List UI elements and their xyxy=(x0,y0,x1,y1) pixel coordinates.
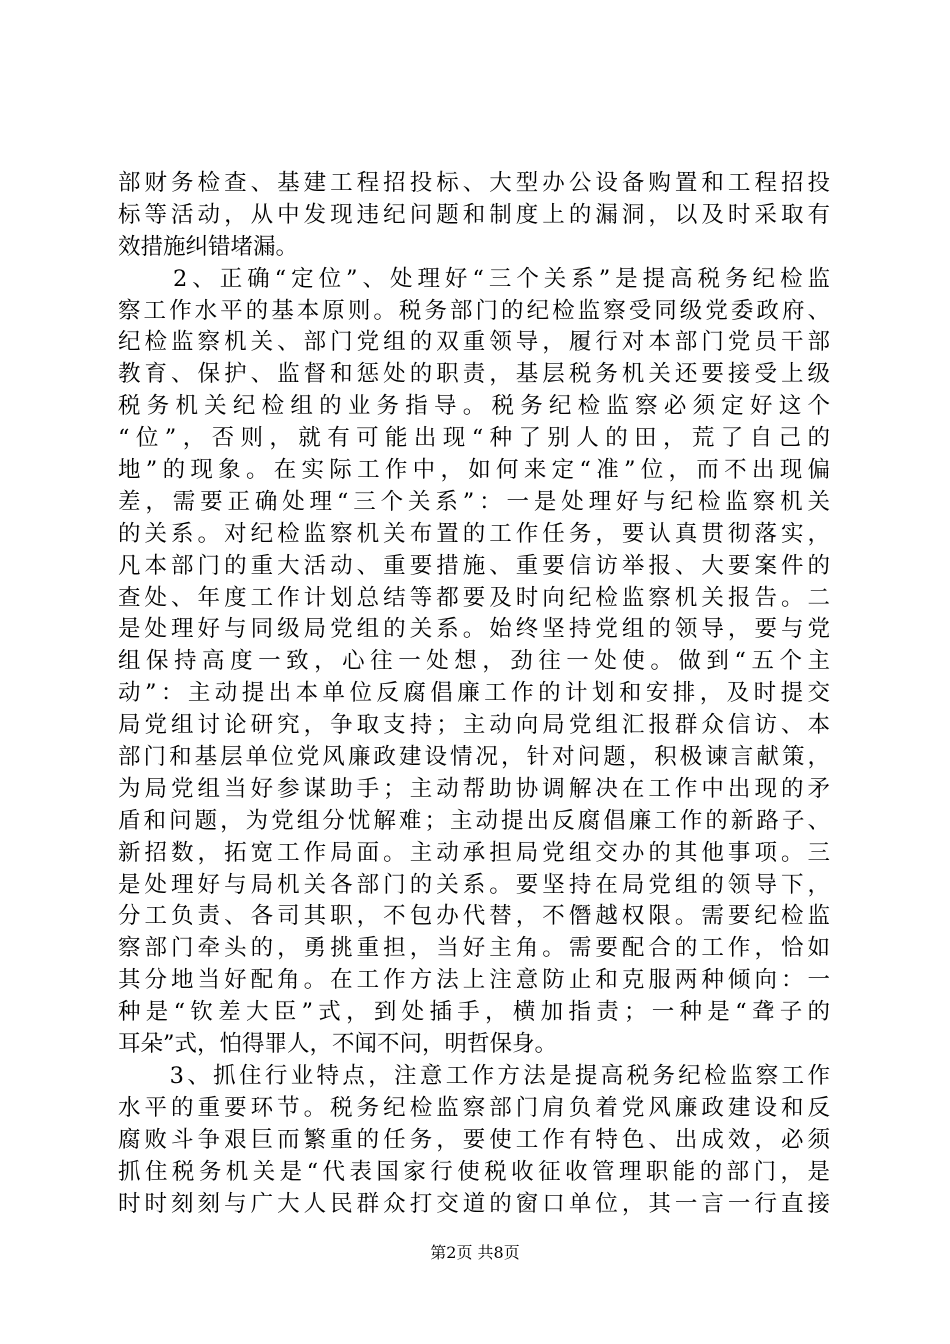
page-footer xyxy=(0,1243,950,1263)
text-line: 察部门牵头的，勇挑重担，当好主角。需要配合的工作，恰如 xyxy=(118,935,830,962)
text-line: 地”的现象。在实际工作中，如何来定“准”位，而不出现偏 xyxy=(118,457,830,484)
text-line: 的关系。对纪检监察机关布置的工作任务，要认真贯彻落实， xyxy=(118,520,830,547)
text-line: 教育、保护、监督和惩处的职责，基层税务机关还要接受上级 xyxy=(118,361,830,388)
text-line: 部财务检查、基建工程招投标、大型办公设备购置和工程招投 xyxy=(118,170,830,196)
text-line: 耳朵”式，怕得罪人，不闻不问，明哲保身。 xyxy=(118,1031,558,1058)
text-line: 种是“钦差大臣”式，到处插手，横加指责；一种是“聋子的 xyxy=(118,999,830,1026)
text-line: 其分地当好配角。在工作方法上注意防止和克服两种倾向：一 xyxy=(118,967,830,994)
text-line: 盾和问题，为党组分忧解难；主动提出反腐倡廉工作的新路子、 xyxy=(118,807,830,834)
text-line: 腐败斗争艰巨而繁重的任务，要使工作有特色、出成效，必须 xyxy=(118,1126,830,1153)
body-text xyxy=(118,168,830,1220)
text-line: 效措施纠错堵漏。 xyxy=(118,233,299,260)
text-line: 2、正确“定位”、处理好“三个关系”是提高税务纪检监 xyxy=(118,265,830,292)
text-line: 分工负责、各司其职，不包办代替，不僭越权限。需要纪检监 xyxy=(118,903,830,930)
text-line: 水平的重要环节。税务纪检监察部门肩负着党风廉政建设和反 xyxy=(118,1094,830,1121)
text-line: 标等活动，从中发现违纪问题和制度上的漏洞，以及时采取有 xyxy=(118,201,830,228)
text-line: “位”，否则，就有可能出现“种了别人的田，荒了自己的 xyxy=(118,425,830,452)
text-line: 是处理好与同级局党组的关系。始终坚持党组的领导，要与党 xyxy=(118,616,830,643)
text-line: 新招数，拓宽工作局面。主动承担局党组交办的其他事项。三 xyxy=(118,839,830,866)
text-line: 组保持高度一致，心往一处想，劲往一处使。做到“五个主 xyxy=(118,648,830,675)
text-line: 局党组讨论研究，争取支持；主动向局党组汇报群众信访、本 xyxy=(118,712,830,739)
text-line: 凡本部门的重大活动、重要措施、重要信访举报、大要案件的 xyxy=(118,552,830,579)
text-line: 是处理好与局机关各部门的关系。要坚持在局党组的领导下， xyxy=(118,871,830,898)
text-line: 时时刻刻与广大人民群众打交道的窗口单位，其一言一行直接 xyxy=(118,1190,830,1217)
text-line: 为局党组当好参谋助手；主动帮助协调解决在工作中出现的矛 xyxy=(118,775,830,802)
text-line: 税务机关纪检组的业务指导。税务纪检监察必须定好这个 xyxy=(118,393,830,420)
text-line: 抓住税务机关是“代表国家行使税收征收管理职能的部门，是 xyxy=(118,1158,830,1185)
page-number-label: 第2页 共8页 xyxy=(430,1243,520,1262)
text-line: 部门和基层单位党风廉政建设情况，针对问题，积极谏言献策， xyxy=(118,744,830,771)
text-line: 差，需要正确处理“三个关系”：一是处理好与纪检监察机关 xyxy=(118,488,830,515)
text-line: 3、抓住行业特点，注意工作方法是提高税务纪检监察工作 xyxy=(118,1062,830,1089)
text-line: 纪检监察机关、部门党组的双重领导，履行对本部门党员干部 xyxy=(118,329,830,356)
text-line: 动”：主动提出本单位反腐倡廉工作的计划和安排，及时提交 xyxy=(118,680,830,707)
text-line: 察工作水平的基本原则。税务部门的纪检监察受同级党委政府、 xyxy=(118,297,830,324)
text-line: 查处、年度工作计划总结等都要及时向纪检监察机关报告。二 xyxy=(118,584,830,611)
